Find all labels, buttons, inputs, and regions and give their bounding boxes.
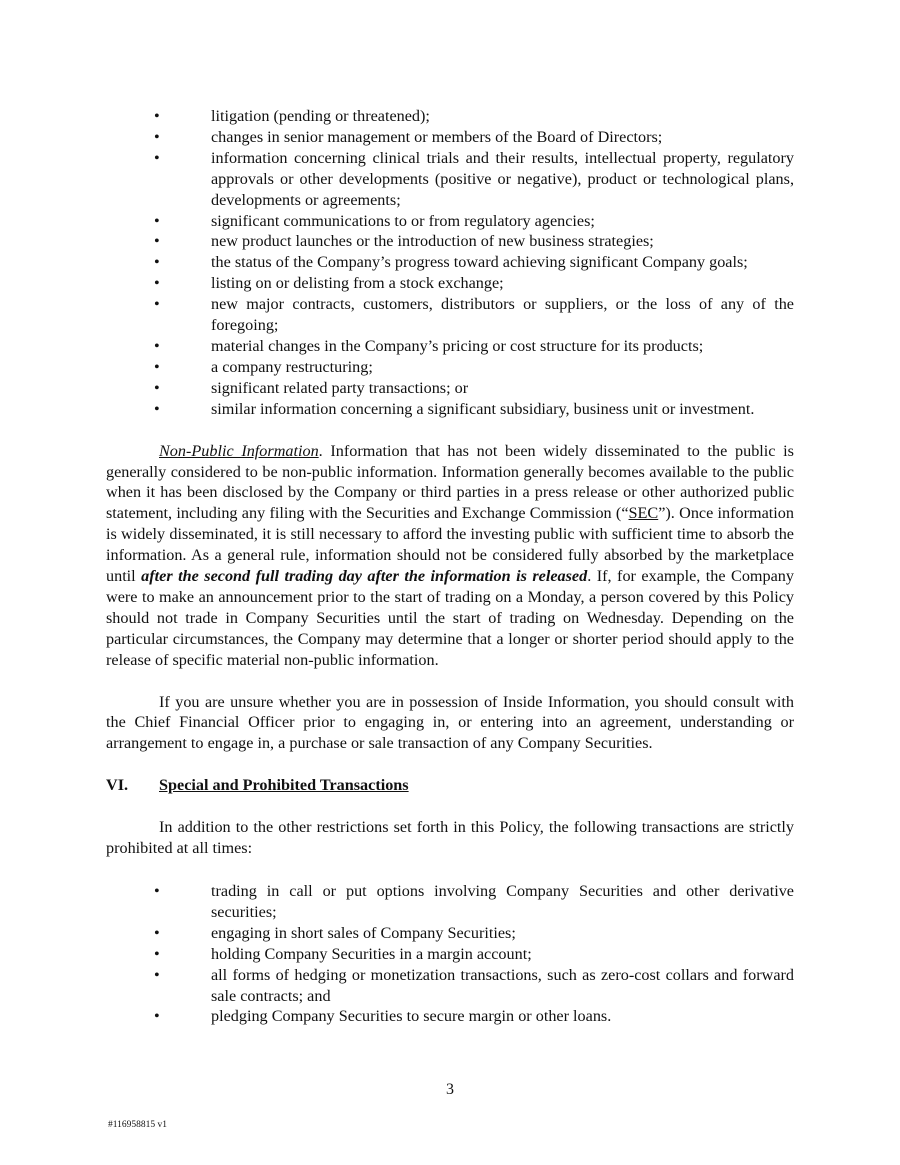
bullet-icon: • bbox=[154, 295, 160, 314]
bullet-icon: • bbox=[154, 148, 160, 167]
defined-term: Non-Public Information bbox=[159, 441, 319, 460]
bullet-icon: • bbox=[154, 253, 160, 272]
list-item: • material changes in the Company’s pricing or cost structure for its products; bbox=[154, 336, 704, 355]
document-id: #116958815 v1 bbox=[108, 1120, 168, 1130]
list-item: • a company restructuring; bbox=[154, 357, 373, 376]
bullet-icon: • bbox=[154, 965, 160, 984]
unsure-paragraph: If you are unsure whether you are in possession of Inside Information, you should consult with the Chief Financial Officer prior to engaging in, or entering into an agreement, understanding or arrangement to engage in, a purchase or sale transaction of any Company Securities. bbox=[106, 692, 794, 753]
list-item: • new major contracts, customers, distributors or suppliers, or the loss of any of the foregoing; bbox=[154, 295, 794, 335]
bullet-icon: • bbox=[154, 107, 160, 125]
list-item: • holding Company Securities in a margin account; bbox=[154, 944, 532, 963]
bullet-icon: • bbox=[154, 944, 160, 963]
bullet-icon: • bbox=[154, 232, 160, 251]
section-number: VI. bbox=[106, 776, 129, 795]
sec-defined-term: SEC bbox=[628, 504, 659, 523]
bullet-icon: • bbox=[154, 399, 160, 418]
bullet-icon: • bbox=[154, 211, 160, 230]
list-item: • significant related party transactions; or bbox=[154, 378, 469, 397]
emphasis-text: after the second full trading day after the information is released bbox=[141, 567, 588, 586]
section-heading bbox=[106, 775, 794, 796]
bullet-icon: • bbox=[154, 336, 160, 355]
list-item: • engaging in short sales of Company Securities; bbox=[154, 923, 516, 942]
list-item: • changes in senior management or members of the Board of Directors; bbox=[154, 127, 663, 146]
list-item: • the status of the Company’s progress toward achieving significant Company goals; bbox=[154, 253, 748, 272]
list-item: • trading in call or put options involving Company Securities and other derivative securities; bbox=[154, 882, 794, 921]
list-item: • new product launches or the introduction of new business strategies; bbox=[154, 232, 654, 251]
bullet-icon: • bbox=[154, 1007, 160, 1026]
bullet-icon: • bbox=[154, 274, 160, 293]
list-item: • litigation (pending or threatened); bbox=[154, 107, 430, 125]
page-content bbox=[106, 106, 794, 1027]
page-number: 3 bbox=[446, 1081, 454, 1098]
prohibited-transactions-list bbox=[106, 881, 794, 1027]
list-item: • listing on or delisting from a stock exchange; bbox=[154, 274, 504, 293]
list-item: • all forms of hedging or monetization transactions, such as zero-cost collars and forward sale contracts; and bbox=[154, 965, 794, 1005]
list-item: • similar information concerning a significant subsidiary, business unit or investment. bbox=[154, 399, 755, 418]
list-item: • information concerning clinical trials and their results, intellectual property, regulatory approvals or other developments (positive or negative), product or technological plans, developments or agreements; bbox=[154, 148, 794, 209]
list-item: • significant communications to or from regulatory agencies; bbox=[154, 211, 595, 230]
list-item: • pledging Company Securities to secure margin or other loans. bbox=[154, 1007, 612, 1026]
bullet-icon: • bbox=[154, 357, 160, 376]
bullet-icon: • bbox=[154, 378, 160, 397]
intro-paragraph: In addition to the other restrictions set forth in this Policy, the following transactions are strictly prohibited at all times: bbox=[106, 818, 794, 858]
non-public-information-paragraph: Non-Public Information. Information that has not been widely disseminated to the public is generally considered to be non-public information. Information generally becomes available to the public when it has been disclosed by the Company or third parties in a press release or other authorized public statement, including any filing with the Securities and Exchange Commission (“SEC”). Once information is widely disseminated, it is still necessary to afford the investing public with sufficient time to absorb the information. As a general rule, information should not be considered fully absorbed by the marketplace until after the second full trading day after the information is released. If, for example, the Company were to make an announcement prior to the start of trading on a Monday, a person covered by this Policy should not trade in Company Securities until the start of trading on Wednesday. Depending on the particular circumstances, the Company may determine that a longer or shorter period should apply to the release of specific material non-public information. bbox=[106, 441, 794, 669]
bullet-icon: • bbox=[154, 127, 160, 146]
section-title: Special and Prohibited Transactions bbox=[159, 776, 409, 795]
bullet-icon: • bbox=[154, 882, 160, 900]
bullet-icon: • bbox=[154, 923, 160, 942]
material-information-list bbox=[106, 106, 794, 420]
